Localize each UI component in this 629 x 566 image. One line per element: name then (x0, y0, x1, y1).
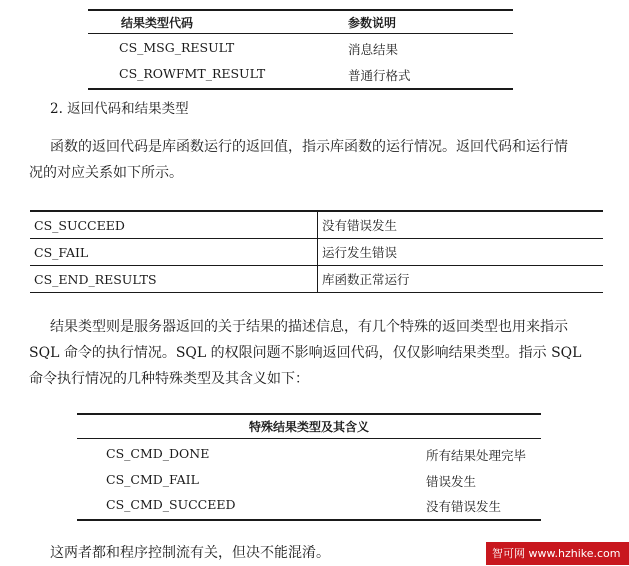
table-return-codes (30, 210, 603, 293)
table-cell-code: CS_END_RESULTS (30, 266, 318, 293)
table-header-desc: 参数说明 (348, 16, 397, 30)
paragraph-line: 结果类型则是服务器返回的关于结果的描述信息，有几个特殊的返回类型也用来指示 (50, 319, 568, 335)
table-header-rule (77, 438, 541, 439)
table-row-desc: 普通行格式 (348, 68, 411, 83)
table-row-desc: 所有结果处理完毕 (426, 448, 527, 463)
table-top-rule (77, 413, 541, 415)
table-top-rule (88, 9, 513, 11)
paragraph-line: SQL 命令的执行情况。SQL 的权限问题不影响返回代码，仅仅影响结果类型。指示 SQL (29, 345, 582, 361)
section-heading: 2. 返回代码和结果类型 (50, 101, 189, 117)
table-row-code: CS_ROWFMT_RESULT (119, 66, 266, 81)
table-row (30, 211, 603, 239)
table-title: 特殊结果类型及其含义 (248, 420, 369, 434)
table-row-code: CS_MSG_RESULT (119, 40, 235, 55)
paragraph-line: 函数的返回代码是库函数运行的返回值，指示库函数的运行情况。返回代码和运行情 (50, 139, 568, 155)
table-row-desc: 错误发生 (426, 474, 477, 489)
paragraph-line: 命令执行情况的几种特殊类型及其含义如下： (29, 371, 309, 387)
table-row (30, 239, 603, 266)
table-row-code: CS_CMD_FAIL (106, 472, 199, 487)
table-cell-desc: 库函数正常运行 (318, 266, 604, 293)
table-row (30, 266, 603, 293)
table-cell-code: CS_SUCCEED (30, 211, 318, 239)
paragraph-line: 这两者都和程序控制流有关，但决不能混淆。 (50, 545, 330, 561)
table-cell-desc: 没有错误发生 (318, 211, 604, 239)
paragraph-line: 况的对应关系如下所示。 (29, 165, 183, 181)
table-header-code: 结果类型代码 (121, 16, 194, 30)
table-row-desc: 消息结果 (348, 42, 399, 57)
table-bottom-rule (77, 519, 541, 521)
table-cell-desc: 运行发生错误 (318, 239, 604, 266)
table-header-rule (88, 33, 513, 34)
table-row-code: CS_CMD_SUCCEED (106, 497, 236, 512)
table-row-desc: 没有错误发生 (426, 499, 502, 514)
table-bottom-rule (88, 88, 513, 90)
table-cell-code: CS_FAIL (30, 239, 318, 266)
watermark-badge: 智可网 www.hzhike.com (486, 542, 629, 565)
table-row-code: CS_CMD_DONE (106, 446, 210, 461)
